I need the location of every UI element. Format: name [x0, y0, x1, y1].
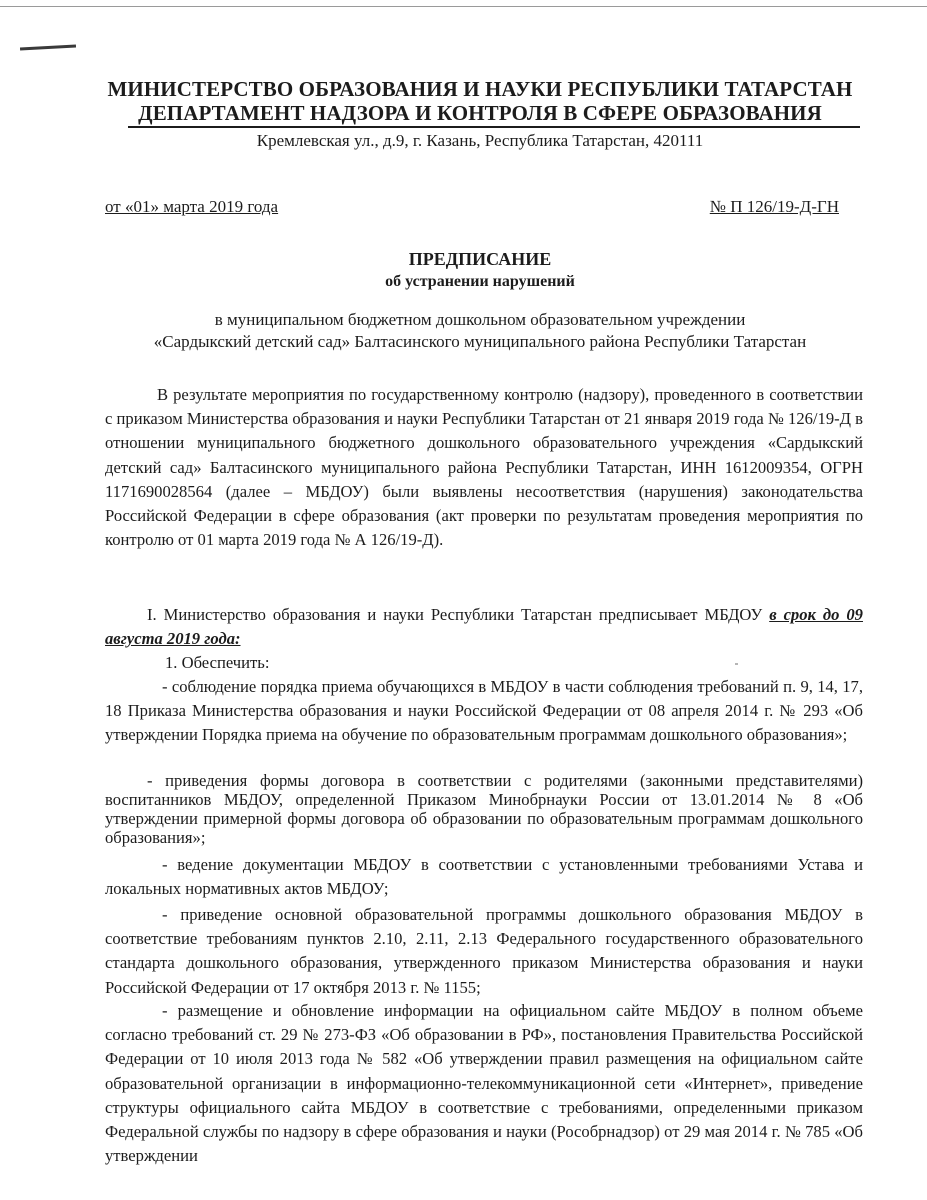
header-rule — [128, 126, 860, 128]
subject-line-1: в муниципальном бюджетном дошкольном образовательном учреждении — [214, 310, 746, 329]
bullet-admission-order: - соблюдение порядка приема обучающихся в МБДОУ в части соблюдения требований п. 9, 14, 17, 18 Приказа Министерства образования и науки Российской Федерации от 08 апреля 2014 г. № 293 «Об утверждении Порядка приема на обучение по образовательным программам дошкольного образования»; — [105, 677, 863, 745]
bullet-education-program: - приведение основной образовательной программы дошкольного образования МБДОУ в соответствие требованиям пунктов 2.10, 2.11, 2.13 Федерального государственного образовательного стандарта дошкольного образования, утвержденного приказом Министерства образования и науки Российской Федерации от 17 октября 2013 г. № 1155; — [105, 905, 863, 997]
department-title: ДЕПАРТАМЕНТ НАДЗОРА И КОНТРОЛЯ В СФЕРЕ ОБРАЗОВАНИЯ — [138, 101, 822, 125]
document-number: № П 126/19-Д-ГН — [709, 197, 839, 216]
address: Кремлевская ул., д.9, г. Казань, Республика Татарстан, 420111 — [256, 131, 704, 150]
subject-line-2: «Сардыкский детский сад» Балтасинского муниципального района Республики Татарстан — [153, 332, 807, 351]
item-1: 1. Обеспечить: — [165, 653, 270, 672]
bullet-contract-form: - приведения формы договора в соответствии с родителями (законными представителями) воспитанников МБДОУ, определенной Приказом Минобрнауки России от 13.01.2014 № 8 «Об утверждении примерной формы договора об образовании по образовательным программам дошкольного образования»; — [105, 771, 863, 847]
intro-paragraph: В результате мероприятия по государственному контролю (надзору), проведенного в соответствии с приказом Министерства образования и науки Республики Татарстан от 21 января 2019 года № 126/19-Д в отношении муниципального бюджетного дошкольного образовательного учреждения «Сардыкский детский сад» Балтасинского муниципального района Республики Татарстан, ИНН 1612009354, ОГРН 1171690028564 (далее – МБДОУ) были выявлены несоответствия (нарушения) законодательства Российской Федерации в сфере образования (акт проверки по результатам проведения мероприятия по контролю от 01 марта 2019 года № А 126/19-Д). — [105, 385, 863, 550]
document-subtitle: об устранении нарушений — [385, 273, 575, 290]
document-date: от «01» марта 2019 года — [105, 197, 279, 216]
document-title: ПРЕДПИСАНИЕ — [408, 249, 552, 269]
scan-speck — [735, 663, 738, 665]
scan-mark — [20, 45, 76, 51]
section-1-text: I. Министерство образования и науки Республики Татарстан предписывает МБДОУ — [147, 605, 770, 624]
bullet-website: - размещение и обновление информации на официальном сайте МБДОУ в полном объеме согласно требований ст. 29 № 273-ФЗ «Об образовании в РФ», постановления Правительства Российской Федерации от 10 июля 2013 года № 582 «Об утверждении правил размещения на официальном сайте образовательной организации в информационно-телекоммуникационной сети «Интернет», приведение структуры официального сайта МБДОУ в соответствие с требованиями, определенными приказом Федеральной службы по надзору в сфере образования и науки (Рособрнадзор) от 29 мая 2014 г. № 785 «Об утверждении — [105, 1001, 863, 1166]
section-1-paragraph — [105, 603, 863, 651]
scan-edge-line — [0, 6, 927, 7]
section-1-deadline: в срок до 09 августа 2019 года: — [105, 605, 863, 649]
bullet-documentation: - ведение документации МБДОУ в соответствии с установленными требованиями Устава и локальных нормативных актов МБДОУ; — [105, 855, 863, 899]
ministry-title: МИНИСТЕРСТВО ОБРАЗОВАНИЯ И НАУКИ РЕСПУБЛИКИ ТАТАРСТАН — [107, 77, 853, 101]
